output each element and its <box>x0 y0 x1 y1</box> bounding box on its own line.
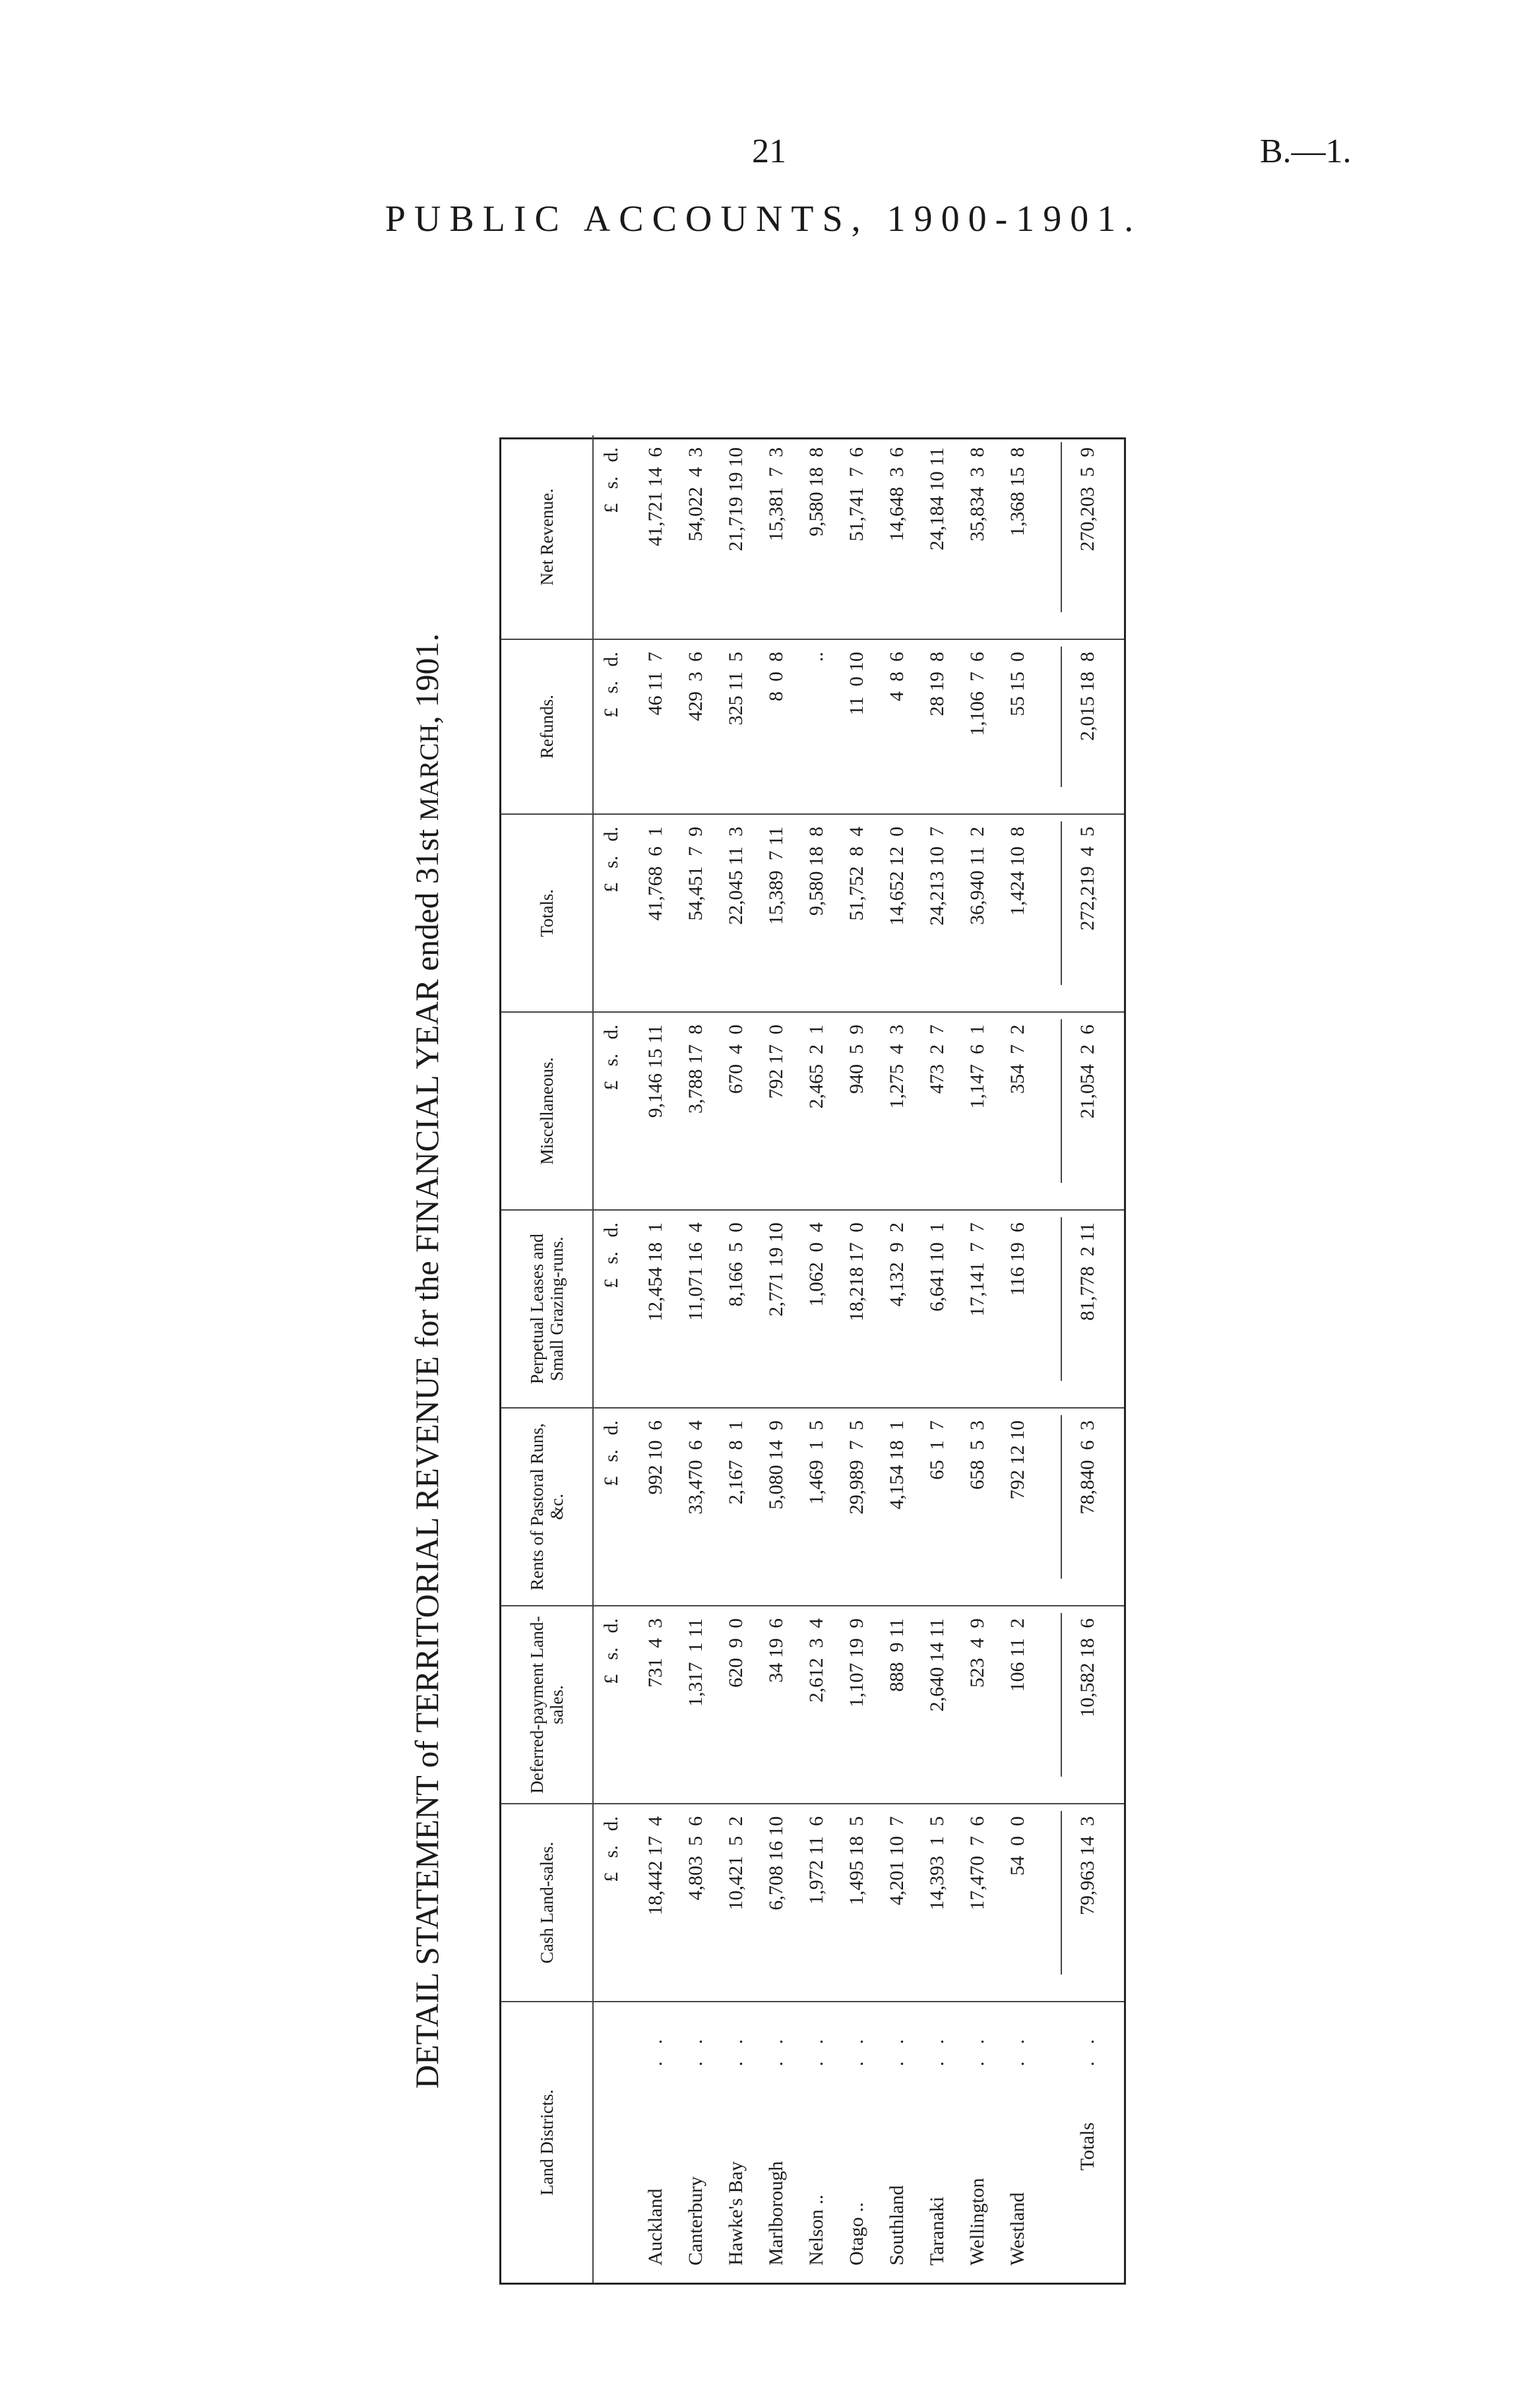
amount-value: 2,771 19 10 <box>765 1222 787 1317</box>
table-cell <box>878 435 916 639</box>
dot-leader: .. <box>1007 2022 1028 2066</box>
amount-value: 731 4 3 <box>644 1618 666 1688</box>
totals-cell <box>1069 1606 1107 1803</box>
table-cell <box>838 1013 876 1209</box>
dot-leader: .. <box>886 2022 908 2066</box>
amount-value: 54 0 0 <box>1007 1816 1028 1876</box>
sum-rule <box>1061 442 1062 612</box>
table-cell <box>999 1211 1037 1407</box>
table-cell <box>637 640 675 813</box>
amount-value: 992 10 6 <box>644 1420 666 1495</box>
amount-value: 54,022 4 3 <box>685 447 706 542</box>
territorial-revenue-table-region <box>390 404 1129 2318</box>
district-name <box>757 2002 795 2283</box>
district-name <box>878 2002 916 2283</box>
column-district <box>501 2002 1124 2283</box>
amount-value: 1,368 15 8 <box>1007 447 1028 536</box>
dot-leader: .. <box>725 2022 747 2066</box>
amount-value: 11 0 10 <box>846 652 867 716</box>
table-cell <box>677 640 715 813</box>
table-cell <box>838 1804 876 2001</box>
table-cell <box>918 435 956 639</box>
amount-value: 8,166 5 0 <box>725 1222 747 1307</box>
amount-value: 51,752 8 4 <box>846 827 867 921</box>
table-cell <box>797 1606 836 1803</box>
sum-rule <box>1061 647 1062 787</box>
sum-rule <box>1061 1613 1062 1777</box>
dot-leader: .. <box>966 2022 988 2066</box>
amount-value: 2,465 2 1 <box>805 1025 827 1109</box>
table-cell <box>757 1606 795 1803</box>
column-header-district: Land Districts. <box>501 2002 594 2283</box>
table-cell <box>918 815 956 1011</box>
amount-value: 1,062 0 4 <box>805 1222 827 1307</box>
amount-value: 36,940 11 2 <box>966 827 988 925</box>
amount-value: 55 15 0 <box>1007 652 1028 716</box>
amount-value: 15,381 7 3 <box>765 447 787 542</box>
units-label: £ s. d. <box>600 1816 622 1882</box>
amount-value: 18,218 17 0 <box>846 1222 867 1321</box>
table-cell <box>637 1211 675 1407</box>
amount-value: 2,612 3 4 <box>805 1618 827 1703</box>
table-cell <box>838 640 876 813</box>
table-cell <box>717 1013 755 1209</box>
amount-value: 1,317 1 11 <box>685 1618 706 1707</box>
page-number: 21 <box>752 133 786 170</box>
table-cell <box>838 1409 876 1605</box>
totals-cell <box>1069 1804 1107 2001</box>
table-cell <box>918 1409 956 1605</box>
totals-cell <box>1069 1013 1107 1209</box>
table-cell <box>677 1804 715 2001</box>
total-value: 270,203 5 9 <box>1076 447 1098 552</box>
table-cell <box>677 435 715 639</box>
table-cell <box>717 1606 755 1803</box>
table-cell <box>637 435 675 639</box>
amount-value: 65 1 7 <box>926 1420 948 1480</box>
amount-value: 41,721 14 6 <box>644 447 666 546</box>
amount-value: 4,803 5 6 <box>685 1816 706 1901</box>
amount-value: 8 0 8 <box>765 652 787 701</box>
dot-leader: .. <box>1076 2022 1098 2066</box>
units-label: £ s. d. <box>600 1420 622 1486</box>
amount-value: 940 5 9 <box>846 1025 867 1094</box>
amount-value: 5,080 14 9 <box>765 1420 787 1509</box>
table-cell <box>677 1409 715 1605</box>
table-cell <box>999 435 1037 639</box>
amount-value: 54,451 7 9 <box>685 827 706 921</box>
dot-leader: .. <box>685 2022 706 2066</box>
total-value: 272,219 4 5 <box>1076 827 1098 931</box>
column-header-misc: Miscellaneous. <box>501 1013 594 1209</box>
table-cell <box>999 1013 1037 1209</box>
column-header-cash: Cash Land-sales. <box>501 1804 594 2001</box>
total-value: 2,015 18 8 <box>1076 652 1098 741</box>
table-cell <box>677 1606 715 1803</box>
table-cell <box>958 1409 997 1605</box>
table-cell <box>637 1804 675 2001</box>
units-label: £ s. d. <box>600 827 622 893</box>
amount-value: 106 11 2 <box>1007 1618 1028 1692</box>
amount-value: 6,641 10 1 <box>926 1222 948 1312</box>
totals-cell <box>1069 435 1107 639</box>
table-cell <box>918 1804 956 2001</box>
district-label: Southland <box>886 2185 908 2265</box>
amount-value: 14,652 12 0 <box>886 827 908 926</box>
sum-rule <box>1061 1415 1062 1579</box>
table-cell <box>637 1606 675 1803</box>
totals-label <box>1069 2002 1107 2283</box>
table-cell <box>637 815 675 1011</box>
totals-text: Totals <box>1076 2122 1098 2170</box>
table-cell <box>958 1013 997 1209</box>
table-title-month: MARCH <box>414 724 444 821</box>
totals-cell <box>1069 815 1107 1011</box>
table-cell <box>757 1804 795 2001</box>
table-cell <box>918 640 956 813</box>
district-name <box>677 2002 715 2283</box>
amount-value: 429 3 6 <box>685 652 706 721</box>
table-cell <box>918 1606 956 1803</box>
table-cell <box>757 640 795 813</box>
units-label: £ s. d. <box>600 447 622 513</box>
district-name <box>797 2002 836 2283</box>
table-cell <box>878 1409 916 1605</box>
table-cell <box>878 1211 916 1407</box>
column-refunds <box>501 640 1124 815</box>
amount-value: 354 7 2 <box>1007 1025 1028 1094</box>
table-cell <box>958 1606 997 1803</box>
amount-value: 116 19 6 <box>1007 1222 1028 1296</box>
amount-value: 792 12 10 <box>1007 1420 1028 1500</box>
amount-value: 1,424 10 8 <box>1007 827 1028 916</box>
table-cell <box>797 1211 836 1407</box>
sum-rule <box>1061 1217 1062 1381</box>
totals-cell <box>1069 640 1107 813</box>
table-cell <box>797 815 836 1011</box>
amount-value: 620 9 0 <box>725 1618 747 1688</box>
totals-cell <box>1069 1211 1107 1407</box>
amount-value: 35,834 3 8 <box>966 447 988 542</box>
amount-value: 658 5 3 <box>966 1420 988 1490</box>
table-cell <box>717 1409 755 1605</box>
totals-cell <box>1069 1409 1107 1605</box>
amount-value: 1,107 19 9 <box>846 1618 867 1707</box>
column-misc <box>501 1013 1124 1211</box>
amount-value: 3,788 17 8 <box>685 1025 706 1114</box>
amount-value: 2,167 8 1 <box>725 1420 747 1505</box>
dot-leader: .. <box>644 2022 666 2066</box>
amount-value: 10,421 5 2 <box>725 1816 747 1911</box>
district-name <box>637 2002 675 2283</box>
district-label: Marlborough <box>765 2161 787 2265</box>
table-cell <box>999 1804 1037 2001</box>
table-cell <box>878 1606 916 1803</box>
table-cell <box>717 1804 755 2001</box>
dot-leader: .. <box>765 2022 787 2066</box>
amount-value: 28 19 8 <box>926 652 948 716</box>
district-name <box>958 2002 997 2283</box>
table-cell <box>918 1013 956 1209</box>
amount-value: 4,201 10 7 <box>886 1816 908 1905</box>
table-cell <box>958 640 997 813</box>
district-label: Canterbury <box>685 2176 706 2265</box>
amount-value: 9,580 18 8 <box>805 827 827 916</box>
table-cell <box>999 1409 1037 1605</box>
table-cell <box>677 1013 715 1209</box>
column-deferred <box>501 1606 1124 1804</box>
district-label: Wellington <box>966 2178 988 2265</box>
total-value: 78,840 6 3 <box>1076 1420 1098 1515</box>
units-label: £ s. d. <box>600 1618 622 1684</box>
running-head: PUBLIC ACCOUNTS, 1900-1901. <box>385 199 1142 239</box>
table-cell <box>797 640 836 813</box>
table-cell <box>878 1804 916 2001</box>
units-label: £ s. d. <box>600 1025 622 1091</box>
column-header-perpetual: Perpetual Leases and Small Grazing-runs. <box>501 1211 594 1407</box>
table-cell <box>797 1409 836 1605</box>
amount-value: 15,389 7 11 <box>765 827 787 925</box>
table-cell <box>838 1211 876 1407</box>
sum-rule <box>1061 1811 1062 1975</box>
amount-value: 6,708 16 10 <box>765 1816 787 1911</box>
district-name <box>838 2002 876 2283</box>
column-header-refunds: Refunds. <box>501 640 594 813</box>
revenue-table <box>499 437 1126 2285</box>
column-rents <box>501 1409 1124 1606</box>
amount-value: 888 9 11 <box>886 1618 908 1692</box>
column-totals <box>501 815 1124 1013</box>
column-net <box>501 435 1124 640</box>
total-value: 21,054 2 6 <box>1076 1025 1098 1119</box>
table-cell <box>677 815 715 1011</box>
total-value: 10,582 18 6 <box>1076 1618 1098 1717</box>
amount-value: 792 17 0 <box>765 1025 787 1099</box>
amount-value: 21,719 19 10 <box>725 447 747 552</box>
table-cell <box>878 640 916 813</box>
amount-value: 14,393 1 5 <box>926 1816 948 1911</box>
table-cell <box>958 435 997 639</box>
amount-value: 325 11 5 <box>725 652 747 726</box>
amount-value: 1,469 1 5 <box>805 1420 827 1505</box>
table-cell <box>717 640 755 813</box>
table-cell <box>757 1409 795 1605</box>
table-cell <box>757 435 795 639</box>
amount-value: 2,640 14 11 <box>926 1618 948 1712</box>
amount-value: 12,454 18 1 <box>644 1222 666 1321</box>
table-cell <box>999 815 1037 1011</box>
amount-value: 17,141 7 7 <box>966 1222 988 1317</box>
district-label: Auckland <box>644 2188 666 2265</box>
district-label: Taranaki <box>926 2196 948 2265</box>
district-label: Otago .. <box>846 2202 867 2265</box>
amount-value: 1,147 6 1 <box>966 1025 988 1109</box>
total-value: 79,963 14 3 <box>1076 1816 1098 1915</box>
total-value: 81,778 2 11 <box>1076 1222 1098 1321</box>
table-cell <box>717 1211 755 1407</box>
units-label: £ s. d. <box>600 1222 622 1288</box>
amount-value: 1,495 18 5 <box>846 1816 867 1905</box>
column-header-rents: Rents of Pastoral Runs, &c. <box>501 1409 594 1605</box>
amount-value: 41,768 6 1 <box>644 827 666 921</box>
amount-value: 14,648 3 6 <box>886 447 908 542</box>
sum-rule <box>1061 1019 1062 1183</box>
table-title-main: DETAIL STATEMENT of TERRITORIAL REVENUE for the FINANCIAL YEAR ended 31st <box>408 821 445 2089</box>
amount-value: 4,154 18 1 <box>886 1420 908 1509</box>
amount-value: 17,470 7 6 <box>966 1816 988 1911</box>
amount-value: 34 19 6 <box>765 1618 787 1683</box>
amount-value: 11,071 16 4 <box>685 1222 706 1321</box>
amount-value: 4 8 6 <box>886 652 908 701</box>
table-cell <box>878 1013 916 1209</box>
district-name <box>918 2002 956 2283</box>
column-cash <box>501 1804 1124 2002</box>
amount-value: 1,275 4 3 <box>886 1025 908 1109</box>
table-cell <box>838 1606 876 1803</box>
table-cell <box>838 435 876 639</box>
district-label: Hawke's Bay <box>725 2161 747 2265</box>
district-label: Nelson .. <box>805 2194 827 2265</box>
table-cell <box>757 815 795 1011</box>
dot-leader: .. <box>805 2022 827 2066</box>
table-cell <box>757 1013 795 1209</box>
amount-value: 18,442 17 4 <box>644 1816 666 1915</box>
district-name <box>717 2002 755 2283</box>
table-cell <box>999 640 1037 813</box>
table-cell <box>717 815 755 1011</box>
table-title <box>390 404 463 2318</box>
table-cell <box>797 1013 836 1209</box>
table-title-tail: , 1901. <box>408 633 445 724</box>
table-cell <box>838 815 876 1011</box>
units-label: £ s. d. <box>600 652 622 718</box>
amount-value: 473 2 7 <box>926 1025 948 1094</box>
column-perpetual <box>501 1211 1124 1409</box>
amount-value: 1,106 7 6 <box>966 652 988 736</box>
sum-rule <box>1061 821 1062 985</box>
column-header-totals: Totals. <box>501 815 594 1011</box>
table-cell <box>918 1211 956 1407</box>
dot-leader: .. <box>846 2022 867 2066</box>
amount-value: 46 11 7 <box>644 652 666 716</box>
district-label: Westland <box>1007 2192 1028 2265</box>
table-cell <box>637 1409 675 1605</box>
amount-value: 4,132 9 2 <box>886 1222 908 1307</box>
district-name <box>999 2002 1037 2283</box>
amount-value: 1,972 11 6 <box>805 1816 827 1905</box>
amount-value: 33,470 6 4 <box>685 1420 706 1515</box>
amount-value: 670 4 0 <box>725 1025 747 1094</box>
table-cell <box>958 1804 997 2001</box>
column-header-net: Net Revenue. <box>501 435 594 639</box>
document-reference: B.—1. <box>1260 133 1352 170</box>
amount-value: 24,213 10 7 <box>926 827 948 926</box>
table-cell <box>797 1804 836 2001</box>
table-cell <box>958 815 997 1011</box>
amount-value: .. <box>805 652 827 662</box>
column-header-deferred: Deferred-payment Land-sales. <box>501 1606 594 1803</box>
table-cell <box>717 435 755 639</box>
table-cell <box>797 435 836 639</box>
amount-value: 9,146 15 11 <box>644 1025 666 1118</box>
table-cell <box>999 1606 1037 1803</box>
amount-value: 523 4 9 <box>966 1618 988 1688</box>
amount-value: 9,580 18 8 <box>805 447 827 536</box>
table-cell <box>878 815 916 1011</box>
dot-leader: .. <box>926 2022 948 2066</box>
amount-value: 22,045 11 3 <box>725 827 747 925</box>
table-cell <box>637 1013 675 1209</box>
table-cell <box>958 1211 997 1407</box>
amount-value: 51,741 7 6 <box>846 447 867 542</box>
table-cell <box>677 1211 715 1407</box>
amount-value: 29,989 7 5 <box>846 1420 867 1515</box>
table-cell <box>757 1211 795 1407</box>
amount-value: 24,184 10 11 <box>926 447 948 551</box>
